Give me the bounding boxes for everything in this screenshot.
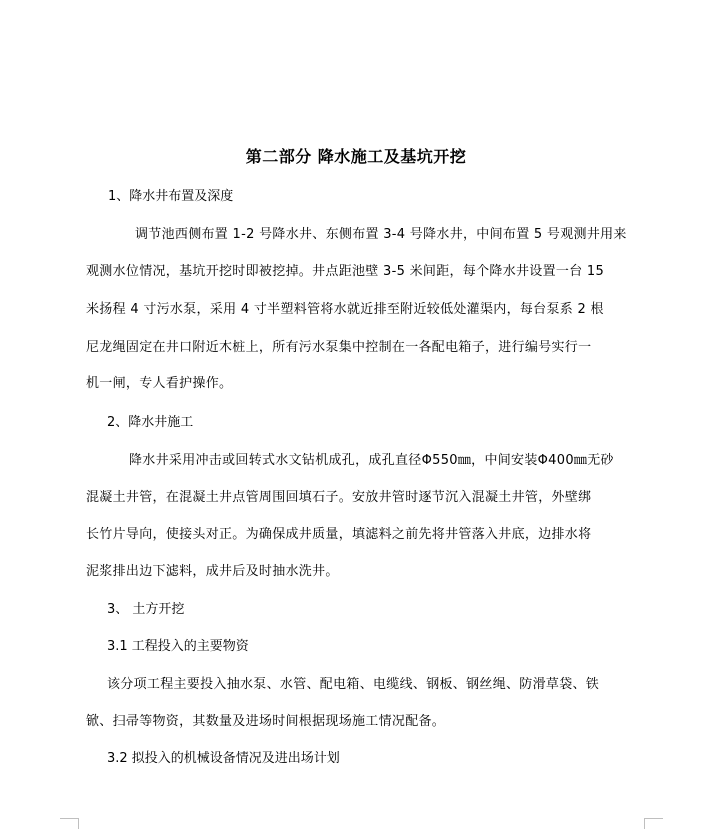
- paragraph-line: 调节池西侧布置 1-2 号降水井、东侧布置 3-4 号降水井，中间布置 5 号观测井用来: [135, 227, 627, 242]
- paragraph-line: 混凝土井管，在混凝土井点管周围回填石子。安放井管时逐节沉入混凝土井管，外壁绑: [86, 490, 592, 505]
- paragraph-line: 该分项工程主要投入抽水泵、水管、配电箱、电缆线、钢板、钢丝绳、防滑草袋、铁: [107, 677, 600, 692]
- section-heading: 3.1 工程投入的主要物资: [107, 639, 249, 654]
- section-heading: 1、降水井布置及深度: [108, 189, 234, 204]
- section-heading: 3、 土方开挖: [107, 602, 185, 617]
- section-heading: 3.2 拟投入的机械设备情况及进出场计划: [107, 751, 340, 766]
- paragraph-line: 降水井采用冲击或回转式水文钻机成孔，成孔直径Φ550㎜，中间安装Φ400㎜无砂: [129, 453, 614, 468]
- paragraph-line: 观测水位情况，基坑开挖时即被挖掉。井点距池壁 3-5 米间距，每个降水井设置一台 15: [86, 264, 605, 279]
- paragraph-line: 尼龙绳固定在井口附近木桩上，所有污水泵集中控制在一各配电箱子，进行编号实行一: [86, 340, 592, 355]
- paragraph-line: 机一闸，专人看护操作。: [86, 376, 233, 391]
- paragraph-line: 泥浆排出边下滤料，成井后及时抽水洗井。: [86, 564, 339, 579]
- paragraph-line: 长竹片导向，使接头对正。为确保成井质量，填滤料之前先将井管落入井底，边排水将: [86, 527, 592, 542]
- section-heading: 2、降水井施工: [107, 415, 194, 430]
- paragraph-line: 米扬程 4 寸污水泵，采用 4 寸半塑料管将水就近排至附近较低处灌渠内，每台泵系 2 根: [86, 302, 604, 317]
- paragraph-line: 锨、扫帚等物资，其数量及进场时间根据现场施工情况配备。: [86, 714, 446, 729]
- margin-corner-mark: [644, 818, 663, 829]
- margin-corner-mark: [60, 818, 79, 829]
- page-title: 第二部分 降水施工及基坑开挖: [245, 147, 467, 166]
